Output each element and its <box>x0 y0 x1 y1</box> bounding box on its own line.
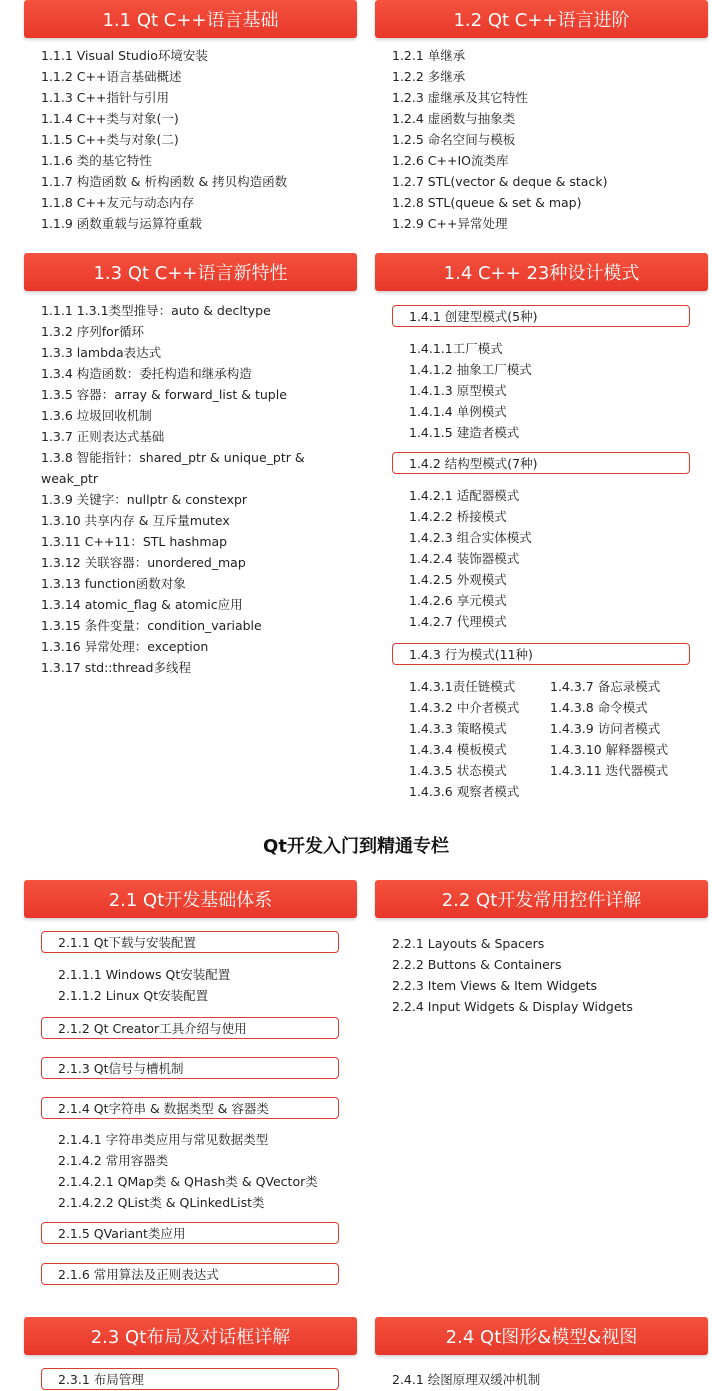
list-item: 1.1.6 类的基它特性 <box>41 153 152 168</box>
section-header-2-1 <box>24 880 357 918</box>
list-item: 1.3.6 垃圾回收机制 <box>41 408 152 423</box>
subsection-label: 1.4.2 结构型模式(7种) <box>409 456 538 471</box>
section-list-1-1 <box>41 45 351 234</box>
list-item: 1.4.2.2 桥接模式 <box>409 509 507 524</box>
list-item: 1.4.2.6 享元模式 <box>409 593 507 608</box>
list-item: 1.4.2.1 适配器模式 <box>409 488 520 503</box>
list-item: 1.4.1.1工厂模式 <box>409 341 503 356</box>
section-header-2-3 <box>24 1317 357 1355</box>
list-item: 2.4.1 绘图原理双缓冲机制 <box>392 1372 541 1387</box>
list-2-1-4 <box>58 1129 348 1213</box>
subsection-label: 2.1.1 Qt下载与安装配置 <box>58 935 197 950</box>
list-item: 1.4.1.4 单例模式 <box>409 404 507 419</box>
list-item: 1.3.15 条件变量：condition_variable <box>41 618 262 633</box>
section-title: 1.2 Qt C++语言进阶 <box>453 10 630 31</box>
subsection-box-2-1-5 <box>41 1222 339 1244</box>
list-item: 1.2.1 单继承 <box>392 48 466 63</box>
list-item: 1.1.5 C++类与对象(二) <box>41 132 179 147</box>
section-title: 1.1 Qt C++语言基础 <box>102 10 279 31</box>
section-header-1-1 <box>24 0 357 38</box>
list-item: 2.1.4.2.2 QList类 & QLinkedList类 <box>58 1195 265 1210</box>
section-title: 1.4 C++ 23种设计模式 <box>443 263 640 284</box>
section-header-1-2 <box>375 0 708 38</box>
subsection-box-2-1-3 <box>41 1057 339 1079</box>
list-item: 1.4.2.4 装饰器模式 <box>409 551 520 566</box>
list-item: 1.4.2.7 代理模式 <box>409 614 507 629</box>
list-item: 1.4.3.7 备忘录模式 <box>550 679 661 694</box>
list-item: 1.1.7 构造函数 & 析构函数 & 拷贝构造函数 <box>41 174 288 189</box>
subsection-box-2-1-1 <box>41 931 339 953</box>
list-item: 1.4.3.2 中介者模式 <box>409 700 520 715</box>
section-list-1-2 <box>392 45 702 234</box>
list-behavioral-left <box>409 676 549 802</box>
list-item: 1.4.3.1责任链模式 <box>409 679 516 694</box>
subsection-box-creational <box>392 305 690 327</box>
list-item: 1.4.2.3 组合实体模式 <box>409 530 532 545</box>
list-item: 1.3.16 异常处理：exception <box>41 639 209 654</box>
section-title: 2.3 Qt布局及对话框详解 <box>90 1327 291 1348</box>
list-item: 1.2.9 C++异常处理 <box>392 216 508 231</box>
list-item: 1.3.5 容器：array & forward_list & tuple <box>41 387 287 402</box>
list-item: 1.4.1.3 原型模式 <box>409 383 507 398</box>
section-header-1-4 <box>375 253 708 291</box>
list-item: 1.4.3.6 观察者模式 <box>409 784 520 799</box>
list-item: 1.1.3 C++指针与引用 <box>41 90 169 105</box>
list-item: 1.2.5 命名空间与模板 <box>392 132 516 147</box>
list-item: 1.2.8 STL(queue & set & map) <box>392 195 582 210</box>
list-structural <box>409 485 689 632</box>
subsection-box-2-1-6 <box>41 1263 339 1285</box>
subsection-label: 2.1.2 Qt Creator工具介绍与使用 <box>58 1021 247 1036</box>
subsection-box-2-1-4 <box>41 1097 339 1119</box>
list-item: 1.4.2.5 外观模式 <box>409 572 507 587</box>
list-creational <box>409 338 689 443</box>
list-item: 2.2.4 Input Widgets & Display Widgets <box>392 999 633 1014</box>
subsection-label: 2.1.3 Qt信号与槽机制 <box>58 1061 184 1076</box>
list-item: 1.3.9 关键字：nullptr & constexpr <box>41 492 248 507</box>
list-item: 1.4.3.11 迭代器模式 <box>550 763 669 778</box>
section-title: 2.1 Qt开发基础体系 <box>108 890 273 911</box>
list-item: 2.1.4.1 字符串类应用与常见数据类型 <box>58 1132 269 1147</box>
list-item: 1.3.10 共享内存 & 互斥量mutex <box>41 513 230 528</box>
section-heading: Qt开发入门到精通专栏 <box>263 836 449 857</box>
subsection-label: 2.3.1 布局管理 <box>58 1372 144 1387</box>
subsection-box-structural <box>392 452 690 474</box>
list-item: 1.3.3 lambda表达式 <box>41 345 162 360</box>
list-item: 1.4.3.4 模板模式 <box>409 742 507 757</box>
list-item: 1.3.2 序列for循环 <box>41 324 144 339</box>
subsection-box-2-1-2 <box>41 1017 339 1039</box>
list-item: 2.1.4.2 常用容器类 <box>58 1153 169 1168</box>
list-item: 1.1.2 C++语言基础概述 <box>41 69 182 84</box>
section-header-2-4 <box>375 1317 708 1355</box>
subsection-label: 1.4.3 行为模式(11种) <box>409 647 533 662</box>
list-item: 1.4.3.5 状态模式 <box>409 763 507 778</box>
list-item: 1.4.3.10 解释器模式 <box>550 742 669 757</box>
subsection-label: 1.4.1 创建型模式(5种) <box>409 309 538 324</box>
list-item: 1.4.3.8 命令模式 <box>550 700 648 715</box>
list-item: 2.1.4.2.1 QMap类 & QHash类 & QVector类 <box>58 1174 318 1189</box>
subsection-label: 2.1.5 QVariant类应用 <box>58 1226 186 1241</box>
list-item: 1.2.3 虚继承及其它特性 <box>392 90 528 105</box>
list-item: 1.4.1.2 抽象工厂模式 <box>409 362 532 377</box>
list-item: 1.3.12 关联容器：unordered_map <box>41 555 246 570</box>
list-item: 1.1.1 Visual Studio环境安装 <box>41 48 208 63</box>
list-item: 1.4.3.3 策略模式 <box>409 721 507 736</box>
list-item: 2.2.2 Buttons & Containers <box>392 957 562 972</box>
list-item: 1.1.4 C++类与对象(一) <box>41 111 179 126</box>
list-item: 1.3.8 智能指针：shared_ptr & unique_ptr & weak_ptr <box>41 450 305 486</box>
list-item: 1.3.4 构造函数：委托构造和继承构造 <box>41 366 252 381</box>
list-item: 1.4.3.9 访问者模式 <box>550 721 661 736</box>
section-list-2-2 <box>392 933 702 1017</box>
section-list-1-3 <box>41 300 316 678</box>
list-item: 1.4.1.5 建造者模式 <box>409 425 520 440</box>
list-item: 2.1.1.2 Linux Qt安装配置 <box>58 988 209 1003</box>
list-item: 1.2.6 C++IO流类库 <box>392 153 509 168</box>
subsection-box-2-3-1 <box>41 1368 339 1390</box>
list-item: 1.3.11 C++11：STL hashmap <box>41 534 228 549</box>
list-item: 1.1.8 C++友元与动态内存 <box>41 195 194 210</box>
section-title: 2.4 Qt图形&模型&视图 <box>445 1327 638 1348</box>
section-header-1-3 <box>24 253 357 291</box>
list-item: 1.3.17 std::thread多线程 <box>41 660 191 675</box>
list-item: 1.2.4 虚函数与抽象类 <box>392 111 516 126</box>
list-item: 1.3.13 function函数对象 <box>41 576 186 591</box>
list-item: 1.1.1 1.3.1类型推导：auto & decltype <box>41 303 271 318</box>
section-header-2-2 <box>375 880 708 918</box>
list-item: 1.3.7 正则表达式基础 <box>41 429 165 444</box>
section-list-2-4 <box>392 1369 702 1390</box>
list-item: 2.2.3 Item Views & Item Widgets <box>392 978 598 993</box>
list-item: 1.2.7 STL(vector & deque & stack) <box>392 174 608 189</box>
section-title: 2.2 Qt开发常用控件详解 <box>441 890 642 911</box>
list-item: 2.1.1.1 Windows Qt安装配置 <box>58 967 231 982</box>
subsection-box-behavioral <box>392 643 690 665</box>
list-behavioral-right <box>550 676 700 781</box>
list-item: 1.2.2 多继承 <box>392 69 466 84</box>
list-item: 2.2.1 Layouts & Spacers <box>392 936 545 951</box>
section-title: 1.3 Qt C++语言新特性 <box>93 263 288 284</box>
list-2-1-1 <box>58 964 338 1006</box>
subsection-label: 2.1.4 Qt字符串 & 数据类型 & 容器类 <box>58 1101 269 1116</box>
subsection-label: 2.1.6 常用算法及正则表达式 <box>58 1267 219 1282</box>
list-item: 1.1.9 函数重载与运算符重载 <box>41 216 202 231</box>
list-item: 1.3.14 atomic_flag & atomic应用 <box>41 597 243 612</box>
